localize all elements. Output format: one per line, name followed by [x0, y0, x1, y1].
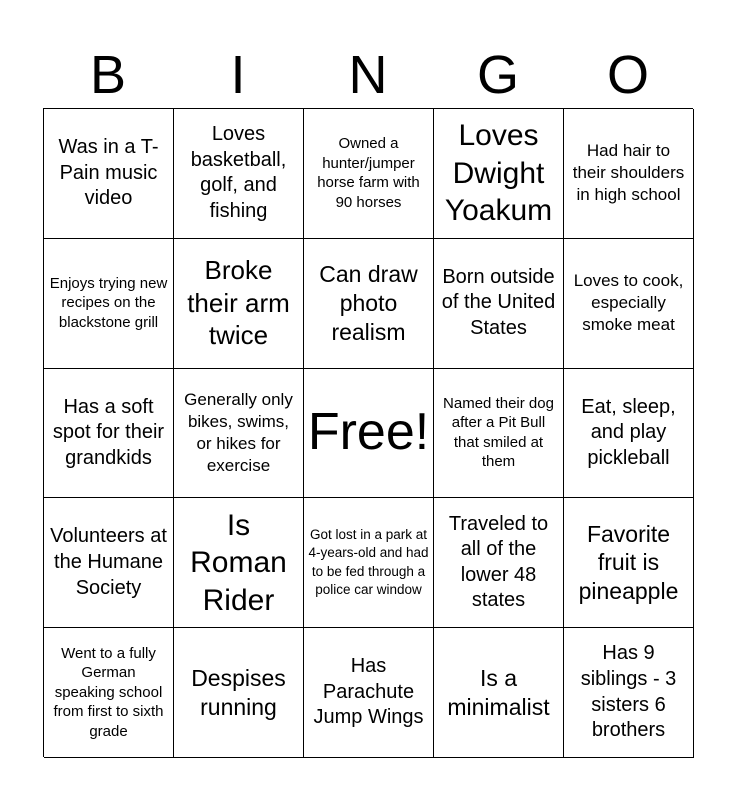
bingo-cell-o4[interactable] — [564, 498, 694, 628]
header-letter-o: O — [606, 45, 649, 105]
cell-text: Loves basketball, golf, and fishing — [190, 123, 287, 222]
bingo-cell-n3[interactable] — [304, 369, 434, 499]
bingo-header — [43, 42, 693, 108]
bingo-cell-n5[interactable] — [304, 628, 434, 758]
cell-text: Favorite fruit is pineapple — [578, 520, 679, 605]
cell-text: Enjoys trying new recipes on the blackstone grill — [49, 274, 168, 331]
cell-text: Volunteers at the Humane Society — [50, 525, 167, 599]
bingo-cell-b5[interactable] — [44, 628, 174, 758]
cell-text: Named their dog after a Pit Bull that smiled at them — [443, 394, 554, 471]
cell-text: Born outside of the United States — [441, 265, 556, 339]
bingo-cell-g4[interactable] — [434, 498, 564, 628]
header-letter-n: N — [348, 45, 388, 105]
cell-text: Generally only bikes, swims, or hikes for exercise — [184, 389, 293, 476]
header-letter-g: G — [476, 45, 519, 105]
bingo-cell-b4[interactable] — [44, 498, 174, 628]
bingo-cell-b3[interactable] — [44, 369, 174, 499]
bingo-cell-o1[interactable] — [564, 109, 694, 239]
cell-text: Is a minimalist — [447, 664, 550, 720]
bingo-cell-i5[interactable] — [174, 628, 304, 758]
cell-text: Has 9 siblings - 3 sisters 6 brothers — [580, 642, 677, 742]
cell-text: Got lost in a park at 4-years-old and had to be fed through a police car window — [308, 526, 429, 598]
header-letter-b: B — [89, 45, 127, 105]
bingo-cell-o5[interactable] — [564, 628, 694, 758]
bingo-cell-g2[interactable] — [434, 239, 564, 369]
cell-text: Is Roman Rider — [190, 508, 287, 617]
cell-text: Went to a fully German speaking school from first to sixth grade — [53, 644, 164, 740]
bingo-cell-g3[interactable] — [434, 369, 564, 499]
bingo-cell-n4[interactable] — [304, 498, 434, 628]
bingo-cell-i4[interactable] — [174, 498, 304, 628]
cell-text: Had hair to their shoulders in high school — [572, 141, 685, 205]
bingo-cell-i2[interactable] — [174, 239, 304, 369]
bingo-cell-g1[interactable] — [434, 109, 564, 239]
bingo-cell-i1[interactable] — [174, 109, 304, 239]
bingo-cell-n2[interactable] — [304, 239, 434, 369]
bingo-cell-n1[interactable] — [304, 109, 434, 239]
cell-text: Eat, sleep, and play pickleball — [581, 395, 676, 469]
cell-text: Free! — [307, 403, 430, 462]
cell-text: Loves to cook, especially smoke meat — [573, 271, 684, 335]
cell-text: Broke their arm twice — [187, 255, 290, 351]
bingo-cell-o2[interactable] — [564, 239, 694, 369]
cell-text: Has a soft spot for their grandkids — [52, 395, 165, 469]
bingo-cell-b2[interactable] — [44, 239, 174, 369]
bingo-cell-b1[interactable] — [44, 109, 174, 239]
cell-text: Loves Dwight Yoakum — [444, 119, 553, 228]
bingo-cell-i3[interactable] — [174, 369, 304, 499]
cell-text: Can draw photo realism — [319, 261, 418, 345]
cell-text: Has Parachute Jump Wings — [313, 655, 424, 729]
bingo-cell-o3[interactable] — [564, 369, 694, 499]
bingo-cell-g5[interactable] — [434, 628, 564, 758]
cell-text: Despises running — [191, 664, 286, 720]
cell-text: Was in a T-Pain music video — [58, 136, 159, 210]
header-letter-i: I — [230, 45, 246, 105]
cell-text: Traveled to all of the lower 48 states — [448, 512, 549, 612]
bingo-board — [43, 108, 693, 757]
cell-text: Owned a hunter/jumper horse farm with 90 horses — [317, 135, 420, 211]
